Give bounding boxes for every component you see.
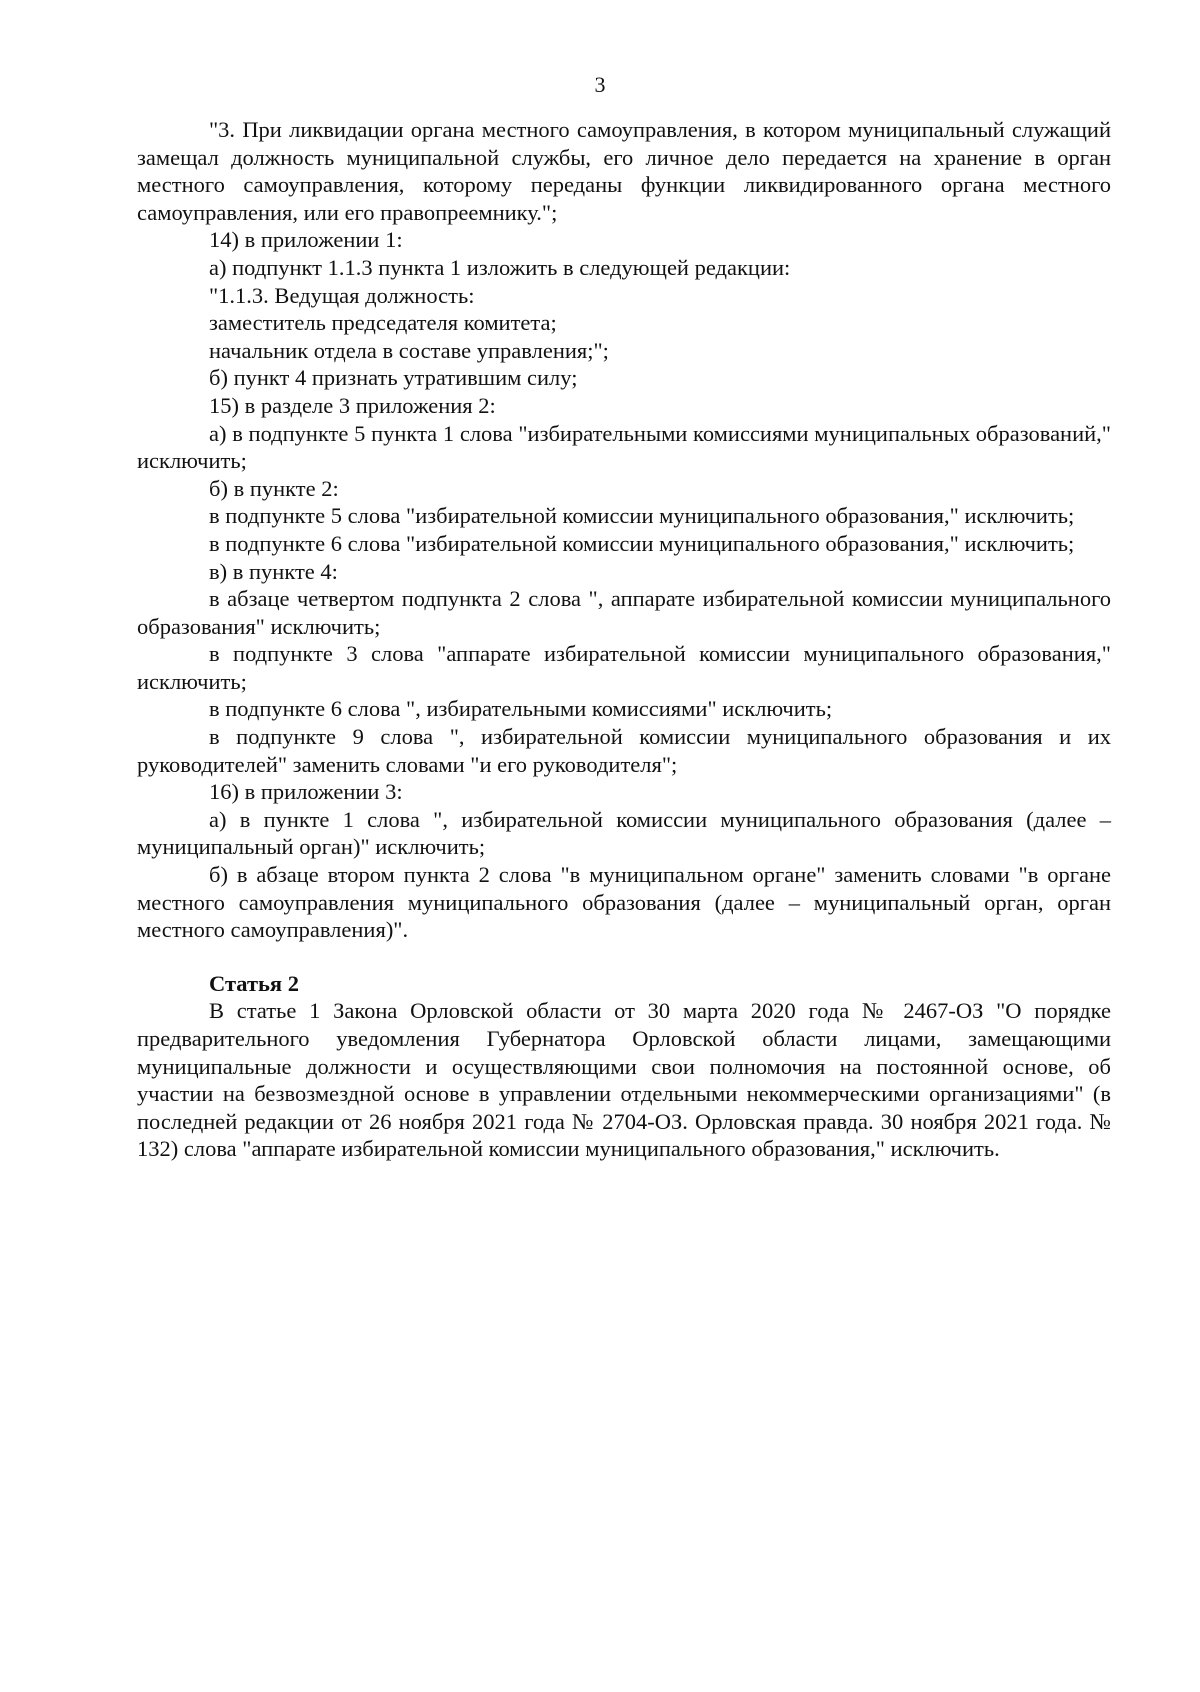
item-15-v-sub9: в подпункте 9 слова ", избирательной комиссии муниципального образования и их руководителей" заменить словами "и его руководителя"; — [137, 724, 1111, 777]
item-15: 15) в разделе 3 приложения 2: — [209, 392, 496, 418]
paragraph-quote-3: "3. При ликвидации органа местного самоуправления, в котором муниципальный служащий замещал должность муниципальной службы, его личное дело передается на хранение в орган местного самоуправления, которому переданы функции ликвидированного органа местного самоуправления, или его правопреемнику."; — [137, 117, 1111, 225]
article-2-text: В статье 1 Закона Орловской области от 30 марта 2020 года № 2467-ОЗ "О порядке предварительного уведомления Губернатора Орловской области лицами, замещающими муниципальные должности и осуществляющими свои полномочия на постоянной основе, об участии на безвозмездной основе в управлении отдельными некоммерческими организациями" (в последней редакции от 26 ноября 2021 года № 2704-ОЗ. Орловская правда. 30 ноября 2021 года. № 132) слова "аппарате избирательной комиссии муниципального образования," исключить. — [137, 998, 1111, 1162]
item-14: 14) в приложении 1: — [209, 227, 403, 253]
item-16: 16) в приложении 3: — [209, 779, 403, 805]
item-16-b: б) в абзаце втором пункта 2 слова "в муниципальном органе" заменить словами "в органе местного самоуправления муниципального образования (далее – муниципальный орган, орган местного самоуправления)". — [137, 862, 1111, 943]
article-2-heading: Статья 2 — [209, 970, 299, 996]
item-department-head: начальник отдела в составе управления;"; — [209, 337, 609, 363]
item-15-b-sub6: в подпункте 6 слова "избирательной комиссии муниципального образования," исключить; — [209, 530, 1075, 556]
item-16-a: а) в пункте 1 слова ", избирательной комиссии муниципального образования (далее – муниципальный орган)" исключить; — [137, 806, 1111, 860]
item-15-a: а) в подпункте 5 пункта 1 слова "избирательными комиссиями муниципальных образований," исключить; — [137, 420, 1111, 474]
item-14-a: а) подпункт 1.1.3 пункта 1 изложить в следующей редакции: — [209, 254, 791, 280]
document-body — [137, 116, 1111, 1163]
item-1-1-3: "1.1.3. Ведущая должность: — [209, 282, 475, 308]
item-14-b: б) пункт 4 признать утратившим силу; — [209, 365, 578, 391]
item-15-v-sub6: в подпункте 6 слова ", избирательными комиссиями" исключить; — [209, 696, 833, 722]
item-15-b-sub5: в подпункте 5 слова "избирательной комиссии муниципального образования," исключить; — [209, 503, 1075, 529]
item-15-v: в) в пункте 4: — [209, 558, 338, 584]
page-number: 3 — [594, 72, 606, 97]
item-15-b: б) в пункте 2: — [209, 475, 339, 501]
item-deputy-chairman: заместитель председателя комитета; — [209, 310, 557, 336]
item-15-v-sub2: в абзаце четвертом подпункта 2 слова ", аппарате избирательной комиссии муниципального образования" исключить; — [137, 586, 1111, 639]
item-15-v-sub3: в подпункте 3 слова "аппарате избирательной комиссии муниципального образования," исключить; — [137, 641, 1111, 694]
